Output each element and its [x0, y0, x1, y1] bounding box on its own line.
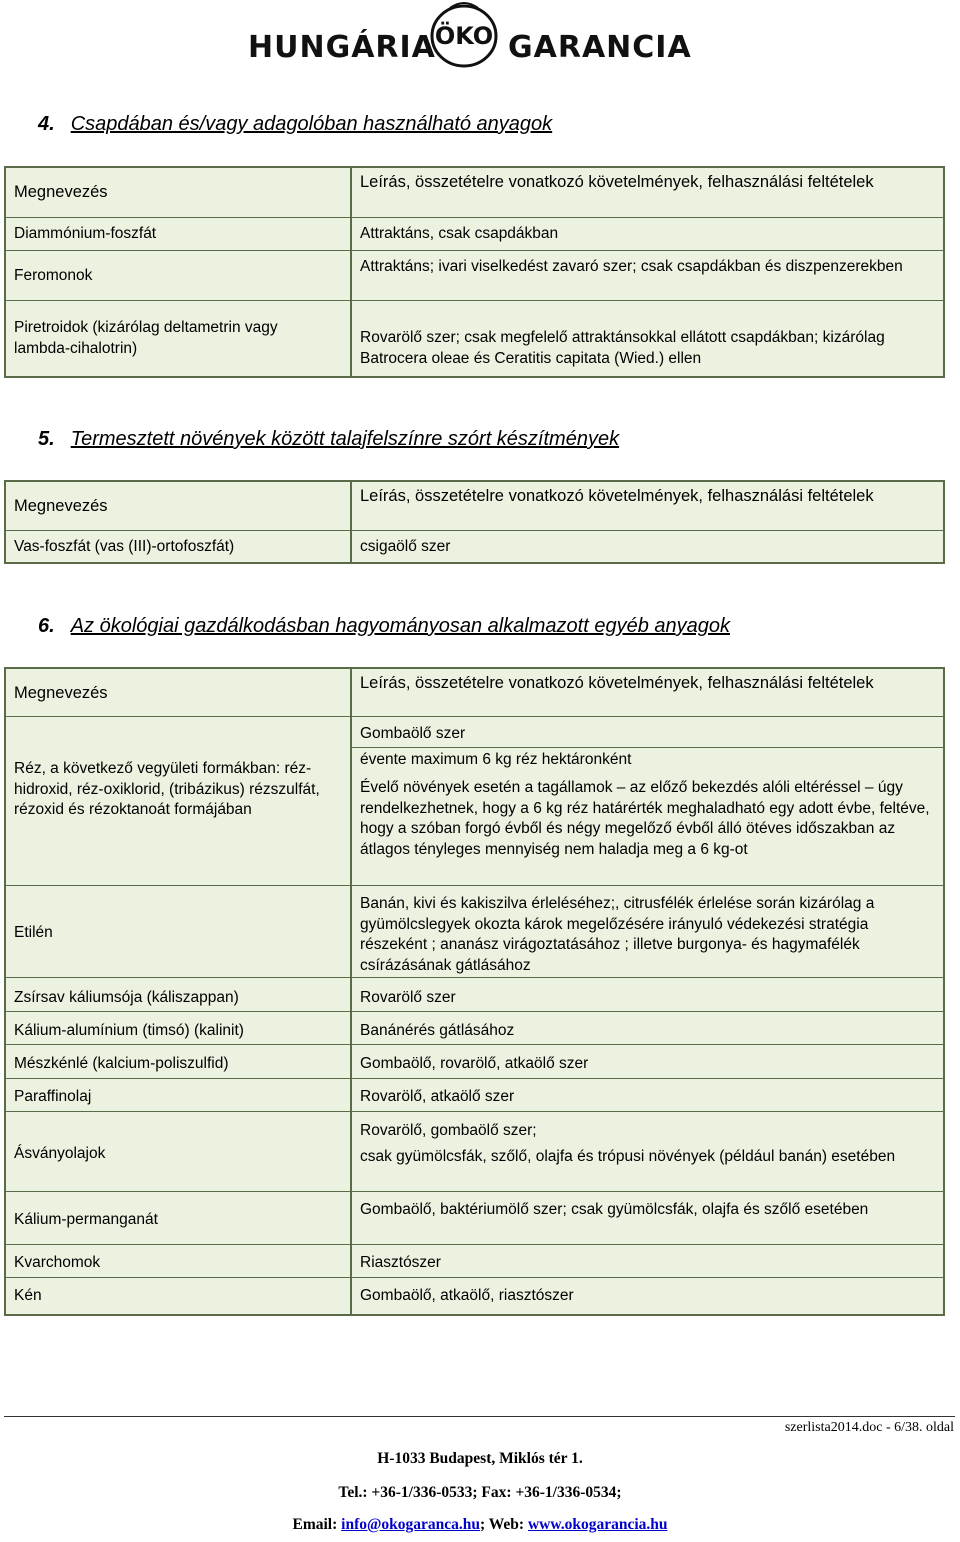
logo-word-hungaria: HUNGÁRIA	[248, 30, 436, 65]
table-row-desc: Attraktáns, csak csapdákban	[360, 225, 559, 242]
table-row-desc: évente maximum 6 kg réz hektáronként	[360, 751, 632, 768]
table-row-desc: Riasztószer	[360, 1254, 441, 1271]
table-row-name: Ásványolajok	[14, 1145, 106, 1162]
table-row-desc: Gombaölő, rovarölő, atkaölő szer	[360, 1055, 589, 1072]
column-header-name: Megnevezés	[14, 684, 108, 702]
table-row-desc: Évelő növények esetén a tagállamok – az előző bekezdés alóli eltéréssel – úgy rendelkezhetnek, hogy a 6 kg réz határérték meghaladható egy adott évbe, feltéve, hogy a szóban forgó évből és négy megelőző évből álló ötéves időszakban az átlagos tényleges mennyiség nem haladja meg a 6 kg-ot	[360, 779, 930, 858]
footer-phone: Tel.: +36-1/336-0533; Fax: +36-1/336-0534;	[338, 1484, 622, 1501]
table-row-desc: csigaölő szer	[360, 538, 451, 555]
table-row-name: Kálium-permanganát	[14, 1211, 158, 1228]
footer-web-label: ; Web:	[480, 1516, 525, 1533]
page-number: szerlista2014.doc - 6/38. oldal	[784, 1420, 954, 1435]
section-5-title: Termesztett növények között talajfelszínre szórt készítmények	[70, 428, 620, 450]
table-row-name: Zsírsav káliumsója (káliszappan)	[14, 989, 239, 1006]
table-row-desc: Banánérés gátlásához	[360, 1022, 515, 1039]
section-4-title: Csapdában és/vagy adagolóban használható anyagok	[70, 113, 553, 135]
section-6-title: Az ökológiai gazdálkodásban hagyományosan alkalmazott egyéb anyagok	[70, 615, 731, 637]
section-6-heading: 6. Az ökológiai gazdálkodásban hagyományosan alkalmazott egyéb anyagok	[38, 615, 731, 637]
column-header-description: Leírás, összetételre vonatkozó követelmények, felhasználási feltételek	[360, 674, 874, 692]
column-header-description: Leírás, összetételre vonatkozó követelmények, felhasználási feltételek	[360, 173, 874, 191]
logo-eco: ÖKO	[434, 22, 494, 50]
table-row-desc: Rovarölő, gombaölő szer;	[360, 1122, 537, 1139]
footer-address: H-1033 Budapest, Miklós tér 1.	[377, 1450, 583, 1467]
section-5-table	[4, 480, 945, 564]
table-row-desc: Gombaölő, atkaölő, riasztószer	[360, 1287, 574, 1304]
footer-contacts	[0, 1516, 960, 1534]
column-header-name: Megnevezés	[14, 497, 108, 515]
table-row-desc: Attraktáns; ivari viselkedést zavaró szer; csak csapdákban és diszpenzerekben	[360, 258, 903, 275]
table-row-name: Mészkénlé (kalcium-poliszulfid)	[14, 1055, 229, 1072]
table-row-name: Kálium-alumínium (timsó) (kalinit)	[14, 1022, 244, 1039]
column-header-description: Leírás, összetételre vonatkozó követelmények, felhasználási feltételek	[360, 487, 874, 505]
section-4-heading: 4. Csapdában és/vagy adagolóban használható anyagok	[38, 113, 553, 135]
table-row-name: Paraffinolaj	[14, 1088, 92, 1105]
table-row-desc: Rovarölő szer	[360, 989, 456, 1006]
table-row-desc: Gombaölő szer	[360, 725, 466, 742]
table-row-desc: csak gyümölcsfák, szőlő, olajfa és trópusi növények (például banán) esetében	[360, 1148, 896, 1165]
table-row-name: Kén	[14, 1287, 42, 1304]
footer-divider	[4, 1416, 955, 1417]
section-4-table	[4, 166, 945, 378]
table-row-name: Réz, a következő vegyületi formákban: réz-hidroxid, réz-oxiklorid, (tribázikus) rézszulfát, rézoxid és rézoktanoát formájában	[14, 760, 320, 818]
table-row-name: Vas-foszfát (vas (III)-ortofoszfát)	[14, 538, 235, 555]
footer-email-link[interactable]: info@okogaranca.hu	[341, 1516, 481, 1533]
column-header-name: Megnevezés	[14, 183, 108, 201]
table-row-name: Etilén	[14, 924, 53, 941]
section-5-heading: 5. Termesztett növények között talajfelszínre szórt készítmények	[38, 428, 620, 450]
footer-web-link[interactable]: www.okogarancia.hu	[527, 1516, 668, 1533]
table-row-name: Feromonok	[14, 267, 93, 284]
table-row-name: Diammónium-foszfát	[14, 225, 157, 242]
section-6-table	[4, 667, 945, 1316]
table-row-desc: Rovarölő, atkaölő szer	[360, 1088, 515, 1105]
logo-word-garancia: GARANCIA	[508, 30, 692, 65]
table-row-name: Piretroidok (kizárólag deltametrin vagy lambda-cihalotrin)	[14, 319, 278, 357]
table-row-desc: Gombaölő, baktériumölő szer; csak gyümölcsfák, olajfa és szőlő esetében	[360, 1201, 869, 1218]
table-row-desc: Banán, kivi és kakiszilva érleléséhez;, citrusfélék érlelése során kizárólag a gyümölcslegyek okozta károk megelőzésére irányuló védekezési stratégia részeként ; ananász virágoztatásához ; illetve burgonya- és hagymafélék csírázásának gátlásához	[360, 895, 875, 974]
table-row-name: Kvarchomok	[14, 1254, 101, 1271]
logo	[248, 0, 692, 68]
footer-email-label: Email:	[292, 1516, 338, 1533]
table-row-desc: Rovarölő szer; csak megfelelő attraktánsokkal ellátott csapdákban; kizárólag Batrocera oleae és Ceratitis capitata (Wied.) ellen	[360, 329, 885, 367]
